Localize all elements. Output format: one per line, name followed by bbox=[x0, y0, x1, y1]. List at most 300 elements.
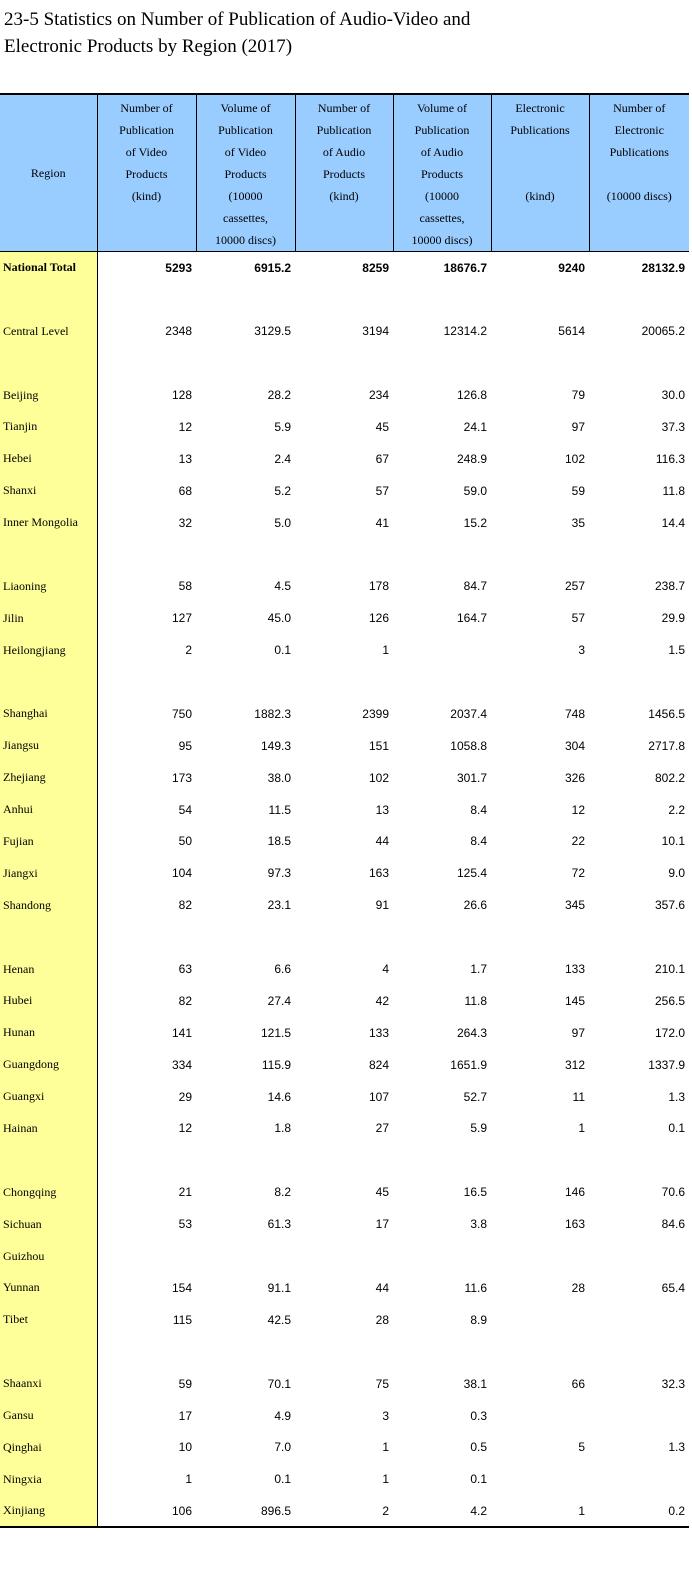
value-cell: 50 bbox=[178, 834, 192, 849]
value-cell bbox=[491, 539, 589, 571]
value-cell bbox=[589, 1336, 689, 1368]
region-cell: Qinghai bbox=[0, 1431, 97, 1463]
table-row bbox=[0, 762, 689, 794]
value-cell bbox=[589, 1463, 689, 1495]
region-cell: Yunnan bbox=[0, 1272, 97, 1304]
value-cell: 4.9 bbox=[274, 1408, 291, 1423]
region-cell: Hunan bbox=[0, 1017, 97, 1049]
value-cell bbox=[97, 539, 196, 571]
region-cell: Liaoning bbox=[0, 570, 97, 602]
value-cell bbox=[295, 539, 393, 571]
value-cell: 32.3 bbox=[661, 1376, 685, 1391]
value-cell: 54 bbox=[178, 802, 192, 817]
column-header-line: Publication bbox=[119, 123, 174, 137]
value-cell: 107 bbox=[368, 1089, 389, 1104]
value-cell: 3.8 bbox=[470, 1217, 487, 1232]
region-cell bbox=[0, 921, 97, 953]
table-row bbox=[0, 443, 689, 475]
column-header-line: Products bbox=[125, 167, 168, 181]
region-cell bbox=[0, 666, 97, 698]
value-cell: 11.5 bbox=[268, 802, 291, 817]
value-cell: 264.3 bbox=[456, 1025, 487, 1040]
table-row bbox=[0, 826, 689, 858]
region-cell bbox=[0, 539, 97, 571]
value-cell: 896.5 bbox=[196, 1495, 295, 1527]
column-header-line: Products bbox=[421, 167, 463, 181]
value-cell: 28132.9 bbox=[641, 260, 685, 275]
value-cell: 91 bbox=[375, 898, 389, 913]
value-cell bbox=[97, 1144, 196, 1176]
value-cell: 11.8 bbox=[662, 483, 685, 498]
value-cell: 2717.8 bbox=[648, 738, 685, 753]
value-cell bbox=[295, 666, 393, 698]
value-cell bbox=[491, 1400, 589, 1432]
value-cell: 28 bbox=[375, 1312, 389, 1327]
value-cell bbox=[589, 921, 689, 953]
value-cell: 102 bbox=[368, 770, 389, 785]
total-row bbox=[0, 252, 689, 284]
region-cell: Heilongjiang bbox=[0, 634, 97, 666]
value-cell: 256.5 bbox=[654, 993, 685, 1008]
column-header-line: of Video bbox=[125, 145, 168, 159]
column-header-line: 10000 discs) bbox=[215, 233, 276, 247]
value-cell: 59 bbox=[571, 483, 585, 498]
region-cell: Guangdong bbox=[0, 1049, 97, 1081]
value-cell: 164.7 bbox=[456, 611, 487, 626]
table-row bbox=[0, 1240, 689, 1272]
region-cell: Shanghai bbox=[0, 698, 97, 730]
value-cell: 6.6 bbox=[274, 962, 291, 977]
spacer-row bbox=[0, 539, 689, 571]
value-cell: 3194 bbox=[362, 324, 389, 339]
value-cell: 1337.9 bbox=[648, 1057, 685, 1072]
value-cell: 11.8 bbox=[464, 993, 487, 1008]
table-row bbox=[0, 889, 689, 921]
table-row bbox=[0, 1049, 689, 1081]
region-cell bbox=[0, 1144, 97, 1176]
header-row bbox=[0, 94, 689, 252]
value-cell: 9.0 bbox=[668, 866, 685, 881]
value-cell: 35 bbox=[571, 515, 585, 530]
region-cell: Hubei bbox=[0, 985, 97, 1017]
value-cell: 10.1 bbox=[661, 834, 685, 849]
value-cell: 151 bbox=[368, 738, 389, 753]
value-cell bbox=[196, 283, 295, 315]
value-cell: 1 bbox=[185, 1472, 192, 1487]
value-cell: 0.2 bbox=[589, 1495, 689, 1527]
value-cell: 27 bbox=[375, 1121, 389, 1136]
value-cell: 3129.5 bbox=[254, 324, 291, 339]
value-cell: 70.1 bbox=[267, 1376, 291, 1391]
value-cell: 1 bbox=[578, 1121, 585, 1136]
value-cell bbox=[196, 666, 295, 698]
page-title bbox=[4, 6, 470, 60]
value-cell: 824 bbox=[368, 1057, 389, 1072]
region-cell: Xinjiang bbox=[0, 1495, 97, 1527]
spacer-row bbox=[0, 1144, 689, 1176]
region-cell: Hainan bbox=[0, 1113, 97, 1145]
region-cell: Ningxia bbox=[0, 1463, 97, 1495]
value-cell: 1058.8 bbox=[450, 738, 487, 753]
value-cell: 67 bbox=[375, 451, 389, 466]
table-row bbox=[0, 507, 689, 539]
value-cell: 326 bbox=[564, 770, 585, 785]
value-cell: 304 bbox=[564, 738, 585, 753]
column-header-line: Volume of bbox=[416, 101, 468, 115]
value-cell: 1456.5 bbox=[648, 706, 685, 721]
value-cell: 29 bbox=[178, 1089, 192, 1104]
value-cell bbox=[393, 666, 491, 698]
value-cell bbox=[589, 1144, 689, 1176]
value-cell: 133 bbox=[564, 962, 585, 977]
table-row bbox=[0, 985, 689, 1017]
table-row bbox=[0, 1400, 689, 1432]
value-cell: 5293 bbox=[165, 260, 192, 275]
value-cell bbox=[589, 347, 689, 379]
value-cell: 257 bbox=[564, 579, 585, 594]
value-cell bbox=[589, 1304, 689, 1336]
value-cell: 16.5 bbox=[463, 1185, 487, 1200]
table-row bbox=[0, 1368, 689, 1400]
spacer-row bbox=[0, 1336, 689, 1368]
title-line-2: Electronic Products by Region (2017) bbox=[4, 36, 293, 57]
value-cell bbox=[196, 1240, 295, 1272]
value-cell: 1 bbox=[382, 1472, 389, 1487]
value-cell: 5614 bbox=[558, 324, 585, 339]
value-cell bbox=[589, 666, 689, 698]
value-cell: 29.9 bbox=[661, 611, 685, 626]
value-cell: 12 bbox=[178, 1121, 192, 1136]
value-cell: 0.1 bbox=[274, 1472, 291, 1487]
region-cell: Shanxi bbox=[0, 475, 97, 507]
value-cell bbox=[97, 1240, 196, 1272]
value-cell: 68 bbox=[178, 483, 192, 498]
value-cell: 234 bbox=[368, 388, 389, 402]
value-cell: 5.9 bbox=[274, 419, 291, 434]
value-cell bbox=[97, 283, 196, 315]
table-row bbox=[0, 1272, 689, 1304]
column-header-line: (kind) bbox=[131, 189, 162, 203]
value-cell bbox=[393, 1240, 491, 1272]
value-cell bbox=[491, 283, 589, 315]
value-cell: 65.4 bbox=[661, 1280, 685, 1295]
value-cell: 2.4 bbox=[274, 451, 291, 466]
spacer-row bbox=[0, 347, 689, 379]
region-cell: Henan bbox=[0, 953, 97, 985]
value-cell: 1.3 bbox=[668, 1440, 685, 1455]
value-cell: 154 bbox=[171, 1280, 192, 1295]
value-cell: 301.7 bbox=[456, 770, 487, 785]
value-cell bbox=[491, 1144, 589, 1176]
column-header-line: cassettes, bbox=[419, 211, 465, 225]
value-cell bbox=[97, 347, 196, 379]
value-cell: 42 bbox=[375, 993, 389, 1008]
value-cell: 11.6 bbox=[464, 1280, 487, 1295]
region-cell: Guizhou bbox=[0, 1240, 97, 1272]
table-row bbox=[0, 634, 689, 666]
value-cell: 26.6 bbox=[463, 898, 487, 913]
table-row bbox=[0, 1176, 689, 1208]
region-cell: Guangxi bbox=[0, 1081, 97, 1113]
table-row bbox=[0, 730, 689, 762]
region-cell: Jiangsu bbox=[0, 730, 97, 762]
statistics-table bbox=[0, 93, 689, 1528]
value-cell: 3 bbox=[578, 643, 585, 658]
value-cell: 38.0 bbox=[267, 770, 291, 785]
value-cell: 173 bbox=[171, 770, 192, 785]
value-cell: 53 bbox=[178, 1217, 192, 1232]
value-cell: 104 bbox=[171, 866, 192, 881]
value-cell: 125.4 bbox=[456, 866, 487, 881]
value-cell: 27.4 bbox=[267, 993, 291, 1008]
value-cell bbox=[295, 347, 393, 379]
value-cell: 12 bbox=[571, 802, 585, 817]
value-cell: 116.3 bbox=[655, 451, 685, 466]
table-row bbox=[0, 857, 689, 889]
table-row bbox=[0, 1208, 689, 1240]
value-cell: 0.1 bbox=[668, 1121, 685, 1136]
value-cell: 126.8 bbox=[456, 388, 487, 402]
table-row bbox=[0, 1081, 689, 1113]
value-cell: 79 bbox=[571, 388, 585, 402]
value-cell bbox=[196, 921, 295, 953]
value-cell bbox=[491, 1336, 589, 1368]
value-cell: 345 bbox=[564, 898, 585, 913]
value-cell: 8.4 bbox=[470, 834, 487, 849]
value-cell: 1 bbox=[382, 643, 389, 658]
column-header-line: (kind) bbox=[329, 189, 359, 203]
region-cell: Fujian bbox=[0, 826, 97, 858]
column-header-line: Publications bbox=[609, 145, 669, 159]
table-row bbox=[0, 602, 689, 634]
region-cell: Tianjin bbox=[0, 411, 97, 443]
value-cell: 750 bbox=[171, 706, 192, 721]
value-cell bbox=[97, 921, 196, 953]
column-header-line: of Audio bbox=[420, 145, 464, 159]
column-header-line bbox=[592, 163, 688, 185]
value-cell: 128 bbox=[171, 388, 192, 402]
value-cell: 95 bbox=[178, 738, 192, 753]
value-cell: 1882.3 bbox=[254, 706, 291, 721]
value-cell bbox=[589, 1240, 689, 1272]
column-header-line: Electronic bbox=[515, 101, 565, 115]
value-cell: 22 bbox=[571, 834, 585, 849]
value-cell bbox=[196, 347, 295, 379]
value-cell: 2037.4 bbox=[450, 706, 487, 721]
value-cell bbox=[393, 347, 491, 379]
value-cell bbox=[393, 1336, 491, 1368]
region-cell: Tibet bbox=[0, 1304, 97, 1336]
value-cell: 12 bbox=[178, 419, 192, 434]
value-cell: 66 bbox=[571, 1376, 585, 1391]
value-cell bbox=[491, 1463, 589, 1495]
value-cell: 37.3 bbox=[661, 419, 685, 434]
value-cell: 97.3 bbox=[267, 866, 291, 881]
region-cell bbox=[0, 283, 97, 315]
spacer-row bbox=[0, 283, 689, 315]
value-cell: 6915.2 bbox=[254, 260, 291, 275]
value-cell bbox=[491, 347, 589, 379]
value-cell: 106 bbox=[97, 1495, 196, 1527]
value-cell: 121.5 bbox=[260, 1025, 291, 1040]
value-cell: 4.2 bbox=[393, 1495, 491, 1527]
value-cell: 334 bbox=[171, 1057, 192, 1072]
value-cell: 2.2 bbox=[668, 802, 685, 817]
region-cell: Zhejiang bbox=[0, 762, 97, 794]
value-cell: 10 bbox=[178, 1440, 192, 1455]
value-cell: 8.2 bbox=[274, 1185, 291, 1200]
value-cell: 45.0 bbox=[267, 611, 291, 626]
value-cell bbox=[491, 666, 589, 698]
region-cell: Chongqing bbox=[0, 1176, 97, 1208]
table-row bbox=[0, 698, 689, 730]
value-cell: 0.3 bbox=[470, 1408, 487, 1423]
table-row bbox=[0, 1431, 689, 1463]
column-header-1 bbox=[97, 94, 196, 252]
column-header-6 bbox=[589, 94, 689, 252]
value-cell bbox=[295, 1240, 393, 1272]
value-cell: 17 bbox=[178, 1408, 192, 1423]
column-header-line: Number of bbox=[317, 101, 371, 115]
column-header-line: Products bbox=[323, 167, 365, 181]
value-cell: 42.5 bbox=[267, 1312, 291, 1327]
value-cell: 59.0 bbox=[463, 483, 487, 498]
value-cell: 84.6 bbox=[661, 1217, 685, 1232]
value-cell: 0.1 bbox=[470, 1472, 487, 1487]
value-cell: 126 bbox=[368, 611, 389, 626]
value-cell bbox=[491, 1304, 589, 1336]
value-cell bbox=[295, 921, 393, 953]
value-cell bbox=[295, 1336, 393, 1368]
value-cell: 1651.9 bbox=[450, 1057, 487, 1072]
value-cell: 4 bbox=[382, 962, 389, 977]
region-cell: Jiangxi bbox=[0, 857, 97, 889]
value-cell bbox=[196, 539, 295, 571]
value-cell bbox=[97, 666, 196, 698]
region-cell: Hebei bbox=[0, 443, 97, 475]
column-header-3 bbox=[295, 94, 393, 252]
table-row bbox=[0, 411, 689, 443]
value-cell: 2 bbox=[295, 1495, 393, 1527]
value-cell: 41 bbox=[375, 515, 389, 530]
value-cell bbox=[295, 1144, 393, 1176]
value-cell: 11 bbox=[572, 1089, 585, 1104]
value-cell: 127 bbox=[171, 611, 192, 626]
region-cell: Jilin bbox=[0, 602, 97, 634]
value-cell: 178 bbox=[368, 579, 389, 594]
column-header-line: Electronic bbox=[614, 123, 664, 137]
column-header-line: (kind) bbox=[525, 189, 555, 203]
column-header-line: Publication bbox=[414, 123, 470, 137]
column-header-line: of Video bbox=[224, 145, 267, 159]
column-header-line: 10000 discs) bbox=[411, 233, 473, 247]
table-row bbox=[0, 794, 689, 826]
value-cell: 59 bbox=[178, 1376, 192, 1391]
value-cell: 13 bbox=[178, 451, 192, 466]
table-row bbox=[0, 379, 689, 411]
value-cell: 1.7 bbox=[470, 962, 487, 977]
value-cell bbox=[589, 283, 689, 315]
value-cell: 7.0 bbox=[274, 1440, 291, 1455]
value-cell: 238.7 bbox=[654, 579, 685, 594]
title-line-1: 23-5 Statistics on Number of Publication of Audio-Video and bbox=[4, 9, 471, 30]
column-header-line: of Audio bbox=[322, 145, 366, 159]
value-cell: 38.1 bbox=[463, 1376, 487, 1391]
value-cell: 146 bbox=[564, 1185, 585, 1200]
column-header-line: Publication bbox=[218, 123, 273, 137]
value-cell: 57 bbox=[375, 483, 389, 498]
table-body bbox=[0, 252, 689, 1528]
table-row bbox=[0, 475, 689, 507]
value-cell: 4.5 bbox=[274, 579, 291, 594]
region-cell bbox=[0, 347, 97, 379]
value-cell: 172.0 bbox=[654, 1025, 685, 1040]
value-cell: 12314.2 bbox=[443, 324, 487, 339]
value-cell: 44 bbox=[375, 834, 389, 849]
region-cell: Inner Mongolia bbox=[0, 507, 97, 539]
value-cell: 63 bbox=[178, 962, 192, 977]
column-header-line: Number of bbox=[120, 101, 173, 115]
table-row bbox=[0, 570, 689, 602]
value-cell: 1 bbox=[491, 1495, 589, 1527]
column-header-line bbox=[494, 141, 587, 163]
region-cell: Gansu bbox=[0, 1400, 97, 1432]
region-cell: National Total bbox=[0, 252, 97, 284]
value-cell: 30.0 bbox=[661, 388, 685, 402]
value-cell: 1.8 bbox=[274, 1121, 291, 1136]
value-cell: 1.3 bbox=[668, 1089, 685, 1104]
value-cell bbox=[97, 1336, 196, 1368]
value-cell bbox=[393, 539, 491, 571]
value-cell: 0.5 bbox=[470, 1440, 487, 1455]
value-cell: 24.1 bbox=[463, 419, 487, 434]
value-cell: 133 bbox=[368, 1025, 389, 1040]
value-cell: 17 bbox=[375, 1217, 389, 1232]
value-cell: 2348 bbox=[165, 324, 192, 339]
value-cell: 61.3 bbox=[267, 1217, 291, 1232]
column-header-line: Volume of bbox=[220, 101, 271, 115]
value-cell: 84.7 bbox=[463, 579, 487, 594]
value-cell: 149.3 bbox=[260, 738, 291, 753]
value-cell: 20065.2 bbox=[641, 324, 685, 339]
value-cell: 58 bbox=[178, 579, 192, 594]
value-cell: 15.2 bbox=[463, 515, 487, 530]
region-cell: Beijing bbox=[0, 379, 97, 411]
value-cell: 802.2 bbox=[654, 770, 685, 785]
value-cell: 115 bbox=[172, 1312, 192, 1327]
region-cell: Shandong bbox=[0, 889, 97, 921]
value-cell bbox=[393, 1144, 491, 1176]
value-cell: 28.2 bbox=[267, 388, 291, 402]
value-cell: 57 bbox=[571, 611, 585, 626]
value-cell: 2399 bbox=[362, 706, 389, 721]
value-cell: 21 bbox=[178, 1185, 192, 1200]
value-cell: 210.1 bbox=[654, 962, 685, 977]
value-cell: 70.6 bbox=[661, 1185, 685, 1200]
region-cell bbox=[0, 1336, 97, 1368]
value-cell: 8.4 bbox=[470, 802, 487, 817]
value-cell: 8.9 bbox=[470, 1312, 487, 1327]
value-cell: 75 bbox=[375, 1376, 389, 1391]
region-cell: Shaanxi bbox=[0, 1368, 97, 1400]
region-cell: Sichuan bbox=[0, 1208, 97, 1240]
column-header-line: Products bbox=[224, 167, 267, 181]
column-header-2 bbox=[196, 94, 295, 252]
value-cell: 28 bbox=[571, 1280, 585, 1295]
value-cell: 72 bbox=[571, 866, 585, 881]
column-header-4 bbox=[393, 94, 491, 252]
value-cell: 2 bbox=[185, 643, 192, 658]
